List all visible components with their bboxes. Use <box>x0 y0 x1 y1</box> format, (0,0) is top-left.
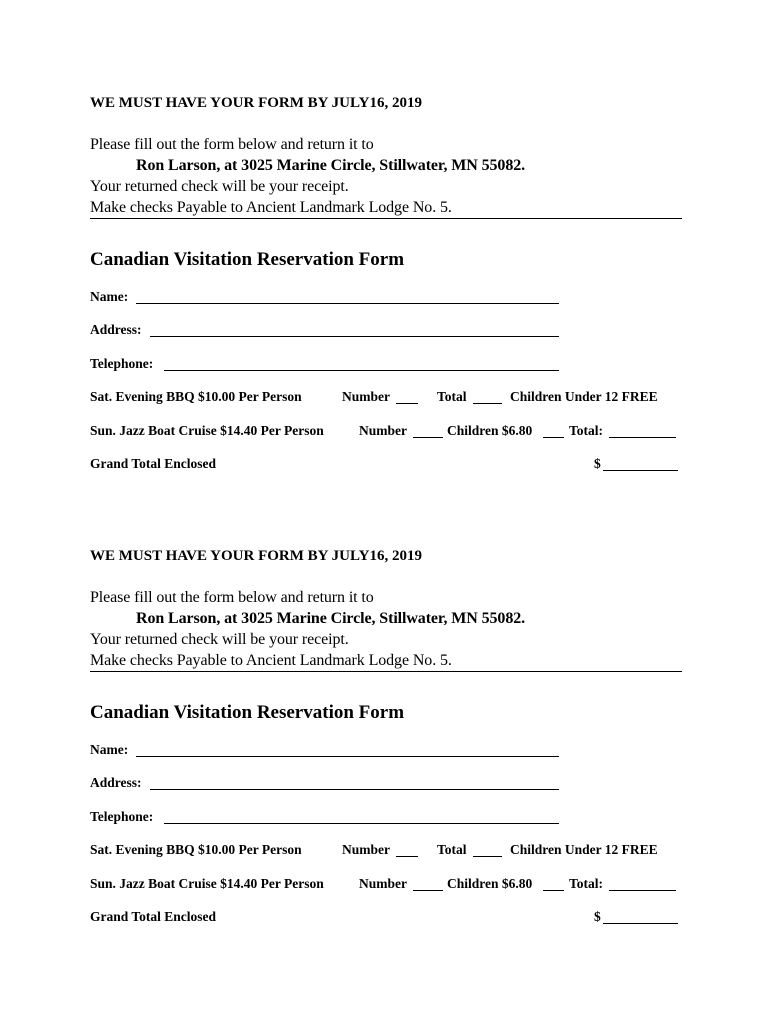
grand-total-field[interactable] <box>603 923 678 924</box>
name-field[interactable] <box>136 756 559 757</box>
return-address: Ron Larson, at 3025 Marine Circle, Stillwater, MN 55082. <box>136 157 526 174</box>
return-address: Ron Larson, at 3025 Marine Circle, Stillwater, MN 55082. <box>136 610 526 627</box>
telephone-field[interactable] <box>164 370 559 371</box>
cruise-number-field[interactable] <box>413 437 443 438</box>
bbq-number-field[interactable] <box>396 856 418 857</box>
grand-total-field[interactable] <box>603 470 678 471</box>
bbq-children-note: Children Under 12 FREE <box>510 842 658 857</box>
form-title: Canadian Visitation Reservation Form <box>90 702 405 723</box>
cruise-children-field[interactable] <box>543 890 564 891</box>
reservation-form-1 <box>90 95 682 535</box>
cruise-price-label: Sun. Jazz Boat Cruise $14.40 Per Person <box>90 876 324 891</box>
cruise-price-label: Sun. Jazz Boat Cruise $14.40 Per Person <box>90 423 324 438</box>
bbq-total-field[interactable] <box>473 856 502 857</box>
telephone-label: Telephone: <box>90 356 154 371</box>
deadline-heading: WE MUST HAVE YOUR FORM BY JULY16, 2019 <box>90 95 422 111</box>
name-label: Name: <box>90 742 129 757</box>
payable-note: Make checks Payable to Ancient Landmark Lodge No. 5. <box>90 199 452 216</box>
currency-symbol: $ <box>594 909 601 924</box>
bbq-price-label: Sat. Evening BBQ $10.00 Per Person <box>90 842 302 857</box>
telephone-label: Telephone: <box>90 809 154 824</box>
bbq-total-field[interactable] <box>473 403 502 404</box>
name-field[interactable] <box>136 303 559 304</box>
cruise-total-field[interactable] <box>609 890 676 891</box>
form-title: Canadian Visitation Reservation Form <box>90 249 405 270</box>
section-divider <box>90 218 682 219</box>
instruction-text: Please fill out the form below and return it to <box>90 136 374 153</box>
cruise-children-label: Children $6.80 <box>447 423 533 438</box>
bbq-total-label: Total <box>437 389 467 404</box>
cruise-number-label: Number <box>359 423 407 438</box>
section-divider <box>90 671 682 672</box>
address-field[interactable] <box>150 789 559 790</box>
cruise-number-field[interactable] <box>413 890 443 891</box>
address-label: Address: <box>90 322 142 337</box>
cruise-total-field[interactable] <box>609 437 676 438</box>
bbq-number-field[interactable] <box>396 403 418 404</box>
cruise-number-label: Number <box>359 876 407 891</box>
cruise-children-label: Children $6.80 <box>447 876 533 891</box>
bbq-number-label: Number <box>342 389 390 404</box>
payable-note: Make checks Payable to Ancient Landmark Lodge No. 5. <box>90 652 452 669</box>
cruise-children-field[interactable] <box>543 437 564 438</box>
reservation-form-2 <box>90 548 682 988</box>
cruise-total-label: Total: <box>569 876 604 891</box>
name-label: Name: <box>90 289 129 304</box>
currency-symbol: $ <box>594 456 601 471</box>
grand-total-label: Grand Total Enclosed <box>90 456 217 471</box>
receipt-note: Your returned check will be your receipt. <box>90 631 349 648</box>
bbq-children-note: Children Under 12 FREE <box>510 389 658 404</box>
address-label: Address: <box>90 775 142 790</box>
deadline-heading: WE MUST HAVE YOUR FORM BY JULY16, 2019 <box>90 548 422 564</box>
receipt-note: Your returned check will be your receipt. <box>90 178 349 195</box>
bbq-price-label: Sat. Evening BBQ $10.00 Per Person <box>90 389 302 404</box>
grand-total-label: Grand Total Enclosed <box>90 909 217 924</box>
bbq-number-label: Number <box>342 842 390 857</box>
cruise-total-label: Total: <box>569 423 604 438</box>
bbq-total-label: Total <box>437 842 467 857</box>
telephone-field[interactable] <box>164 823 559 824</box>
address-field[interactable] <box>150 336 559 337</box>
instruction-text: Please fill out the form below and return it to <box>90 589 374 606</box>
